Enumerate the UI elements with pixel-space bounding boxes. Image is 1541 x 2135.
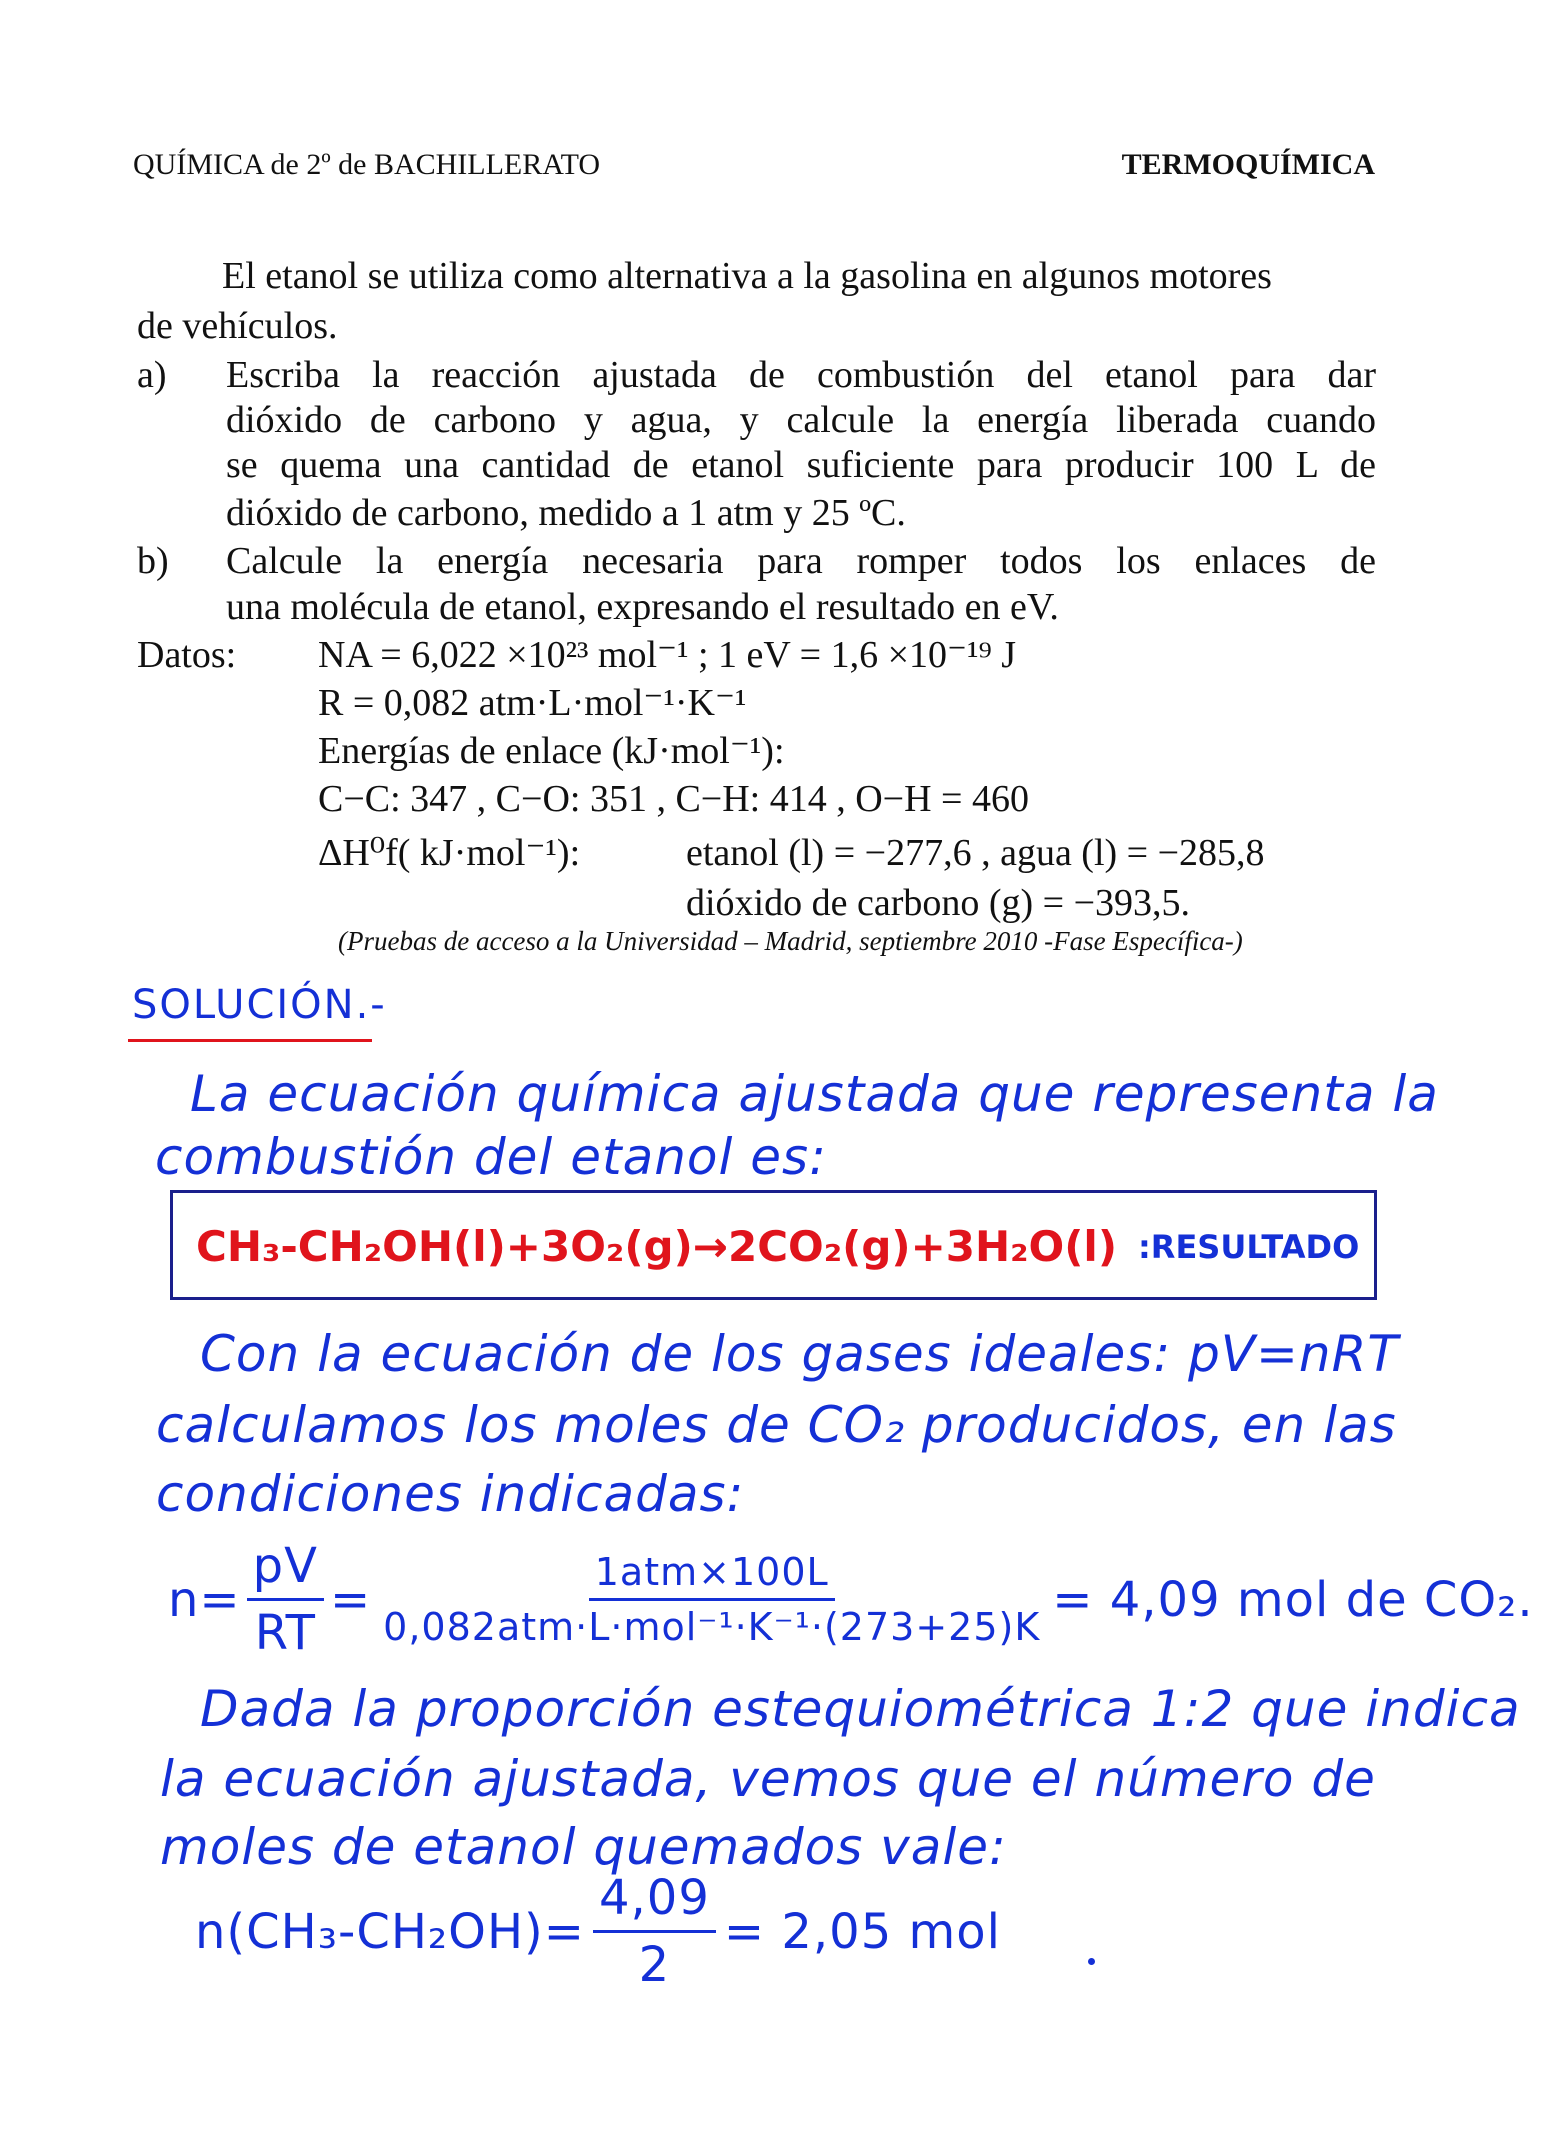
solution-p3-line-2: la ecuación ajustada, vemos que el número de xyxy=(160,1750,1376,1808)
calc1-fraction-values xyxy=(377,1550,1046,1649)
solution-p2-line-1: Con la ecuación de los gases ideales: pV=nRT xyxy=(200,1325,1399,1383)
source-citation: (Pruebas de acceso a la Universidad – Madrid, septiembre 2010 -Fase Específica-) xyxy=(338,926,1243,956)
solution-p3-line-1: Dada la proporción estequiométrica 1:2 que indica xyxy=(200,1680,1521,1738)
datos-bond-energies: C−C: 347 , C−O: 351 , C−H: 414 , O−H = 460 xyxy=(318,778,1029,820)
datos-enthalpy-values: etanol (l) = −277,6 , agua (l) = −285,8 xyxy=(686,832,1265,874)
heading-underline xyxy=(128,1039,372,1042)
calc1-frac2-denominator: 0,082atm·L·mol⁻¹·K⁻¹·(273+25)K xyxy=(383,1605,1041,1649)
intro-line-2: de vehículos. xyxy=(137,305,338,347)
item-a-line-4: dióxido de carbono, medido a 1 atm y 25 ºC. xyxy=(226,492,906,534)
datos-constants: NA = 6,022 ×10²³ mol⁻¹ ; 1 eV = 1,6 ×10⁻¹⁹ J xyxy=(318,634,1017,676)
item-a-line-2: dióxido de carbono y agua, y calcule la energía liberada cuando xyxy=(226,399,1376,441)
calc1-frac2-numerator: 1atm×100L xyxy=(589,1550,835,1601)
item-b-line-1: Calcule la energía necesaria para romper todos los enlaces de xyxy=(226,540,1376,582)
solution-p2-line-2: calculamos los moles de CO₂ producidos, en las xyxy=(156,1396,1397,1454)
solution-p3-line-3: moles de etanol quemados vale: xyxy=(160,1818,1007,1876)
result-tag: :RESULTADO xyxy=(1138,1228,1360,1266)
header-subject: QUÍMICA de 2º de BACHILLERATO xyxy=(133,148,601,181)
solution-heading: SOLUCIÓN.- xyxy=(132,982,387,1028)
ink-dot xyxy=(1088,1958,1095,1965)
calc1-fraction-pv-rt xyxy=(247,1538,324,1661)
datos-enthalpy-co2: dióxido de carbono (g) = −393,5. xyxy=(686,882,1191,924)
datos-bond-energies-title: Energías de enlace (kJ·mol⁻¹): xyxy=(318,730,785,772)
calc2-result: = 2,05 mol xyxy=(723,1903,1001,1960)
moles-co2-calculation xyxy=(168,1538,1534,1661)
datos-gas-constant: R = 0,082 atm·L·mol⁻¹·K⁻¹ xyxy=(318,682,747,724)
calc2-lhs: n(CH₃-CH₂OH)= xyxy=(195,1903,585,1960)
item-b-label: b) xyxy=(137,540,169,582)
header-topic: TERMOQUÍMICA xyxy=(1121,148,1375,181)
solution-p2-line-3: condiciones indicadas: xyxy=(156,1465,745,1523)
calc2-fraction xyxy=(593,1870,716,1993)
intro-line-1: El etanol se utiliza como alternativa a la gasolina en algunos motores xyxy=(222,255,1272,297)
calc2-denominator: 2 xyxy=(638,1937,671,1993)
item-a-line-3: se quema una cantidad de etanol suficiente para producir 100 L de xyxy=(226,444,1376,486)
calc1-result: = 4,09 mol de CO₂. xyxy=(1052,1571,1534,1628)
combustion-equation: CH₃-CH₂OH(l)+3O₂(g)→2CO₂(g)+3H₂O(l) xyxy=(196,1222,1118,1271)
calc1-lhs: n= xyxy=(168,1571,241,1628)
item-a-label: a) xyxy=(137,354,167,396)
calc1-frac1-numerator: pV xyxy=(247,1538,324,1601)
solution-p1-line-1: La ecuación química ajustada que representa la xyxy=(190,1065,1439,1123)
calc1-equals: = xyxy=(329,1571,372,1628)
item-b-line-2: una molécula de etanol, expresando el resultado en eV. xyxy=(226,586,1059,628)
solution-p1-line-2: combustión del etanol es: xyxy=(155,1128,827,1186)
datos-label: Datos: xyxy=(137,634,237,676)
calc1-frac1-denominator: RT xyxy=(254,1605,316,1661)
datos-enthalpy-label: ΔH⁰f( kJ·mol⁻¹): xyxy=(318,832,581,874)
item-a-line-1: Escriba la reacción ajustada de combustión del etanol para dar xyxy=(226,354,1376,396)
moles-ethanol-calculation xyxy=(195,1870,1001,1993)
calc2-numerator: 4,09 xyxy=(593,1870,716,1933)
